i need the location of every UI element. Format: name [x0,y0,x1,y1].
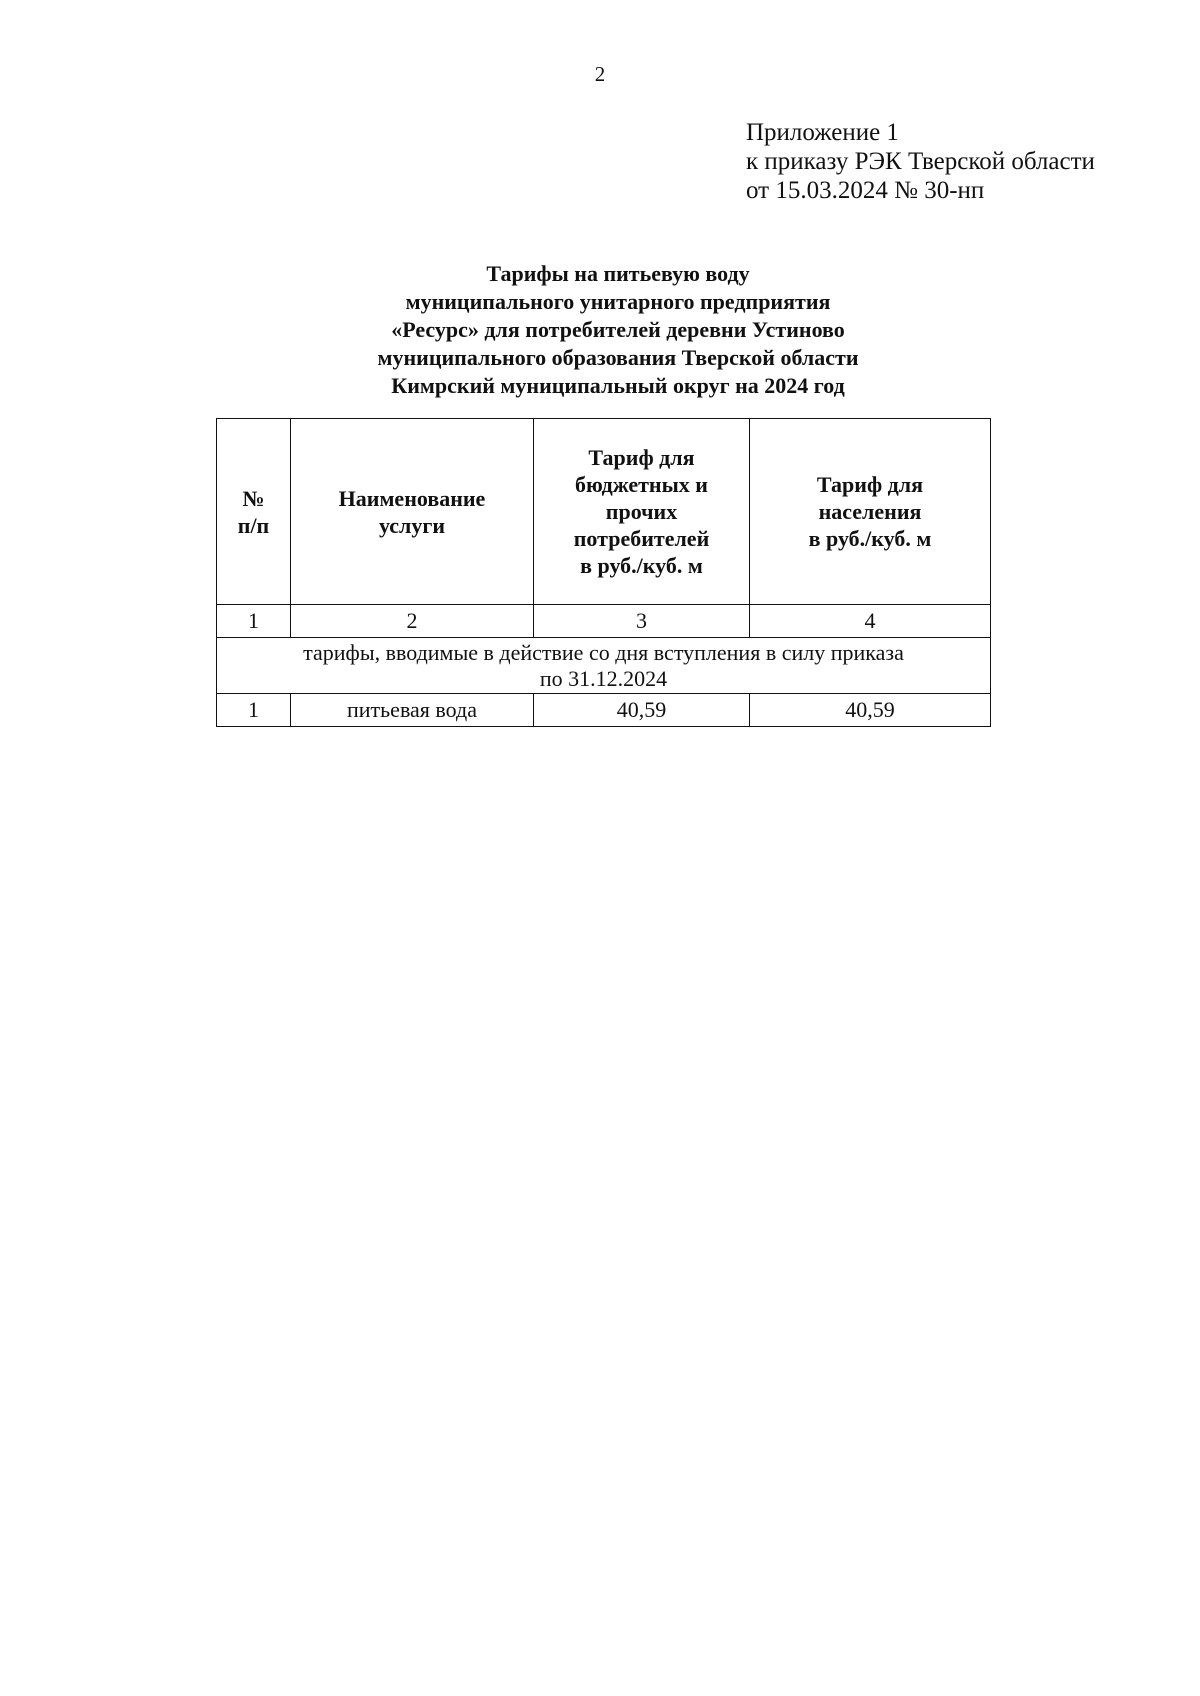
column-number-cell: 1 [217,605,291,638]
table-header-row [217,419,991,605]
appendix-line: Приложение 1 [746,119,899,146]
column-number-cell: 2 [291,605,534,638]
table-row [217,694,991,727]
column-number-row [217,605,991,638]
tariffs-table [216,418,991,727]
budget-tariff-cell: 40,59 [534,694,750,727]
row-number-cell: 1 [217,694,291,727]
appendix-line: от 15.03.2024 № 30-нп [746,177,985,204]
document-title [0,260,1200,400]
appendix-line: к приказу РЭК Тверской области [746,148,1095,175]
header-cell-service: Наименование услуги [291,419,534,605]
column-number-cell: 3 [534,605,750,638]
header-cell-population-tariff: Тариф для населения в руб./куб. м [750,419,991,605]
service-name-cell: питьевая вода [291,694,534,727]
population-tariff-cell: 40,59 [750,694,991,727]
title-line: муниципального унитарного предприятия [405,289,831,314]
header-cell-number: № п/п [217,419,291,605]
period-cell: тарифы, вводимые в действие со дня вступления в силу приказа по 31.12.2024 [217,638,991,694]
appendix-reference [746,118,1095,205]
title-line: Кимрский муниципальный округ на 2024 год [391,373,845,398]
title-line: «Ресурс» для потребителей деревни Устиново [391,317,845,342]
title-line: муниципального образования Тверской области [377,345,859,370]
period-row [217,638,991,694]
header-cell-budget-tariff: Тариф для бюджетных и прочих потребителей в руб./куб. м [534,419,750,605]
title-line: Тарифы на питьевую воду [486,261,750,286]
column-number-cell: 4 [750,605,991,638]
page-number: 2 [594,62,606,86]
